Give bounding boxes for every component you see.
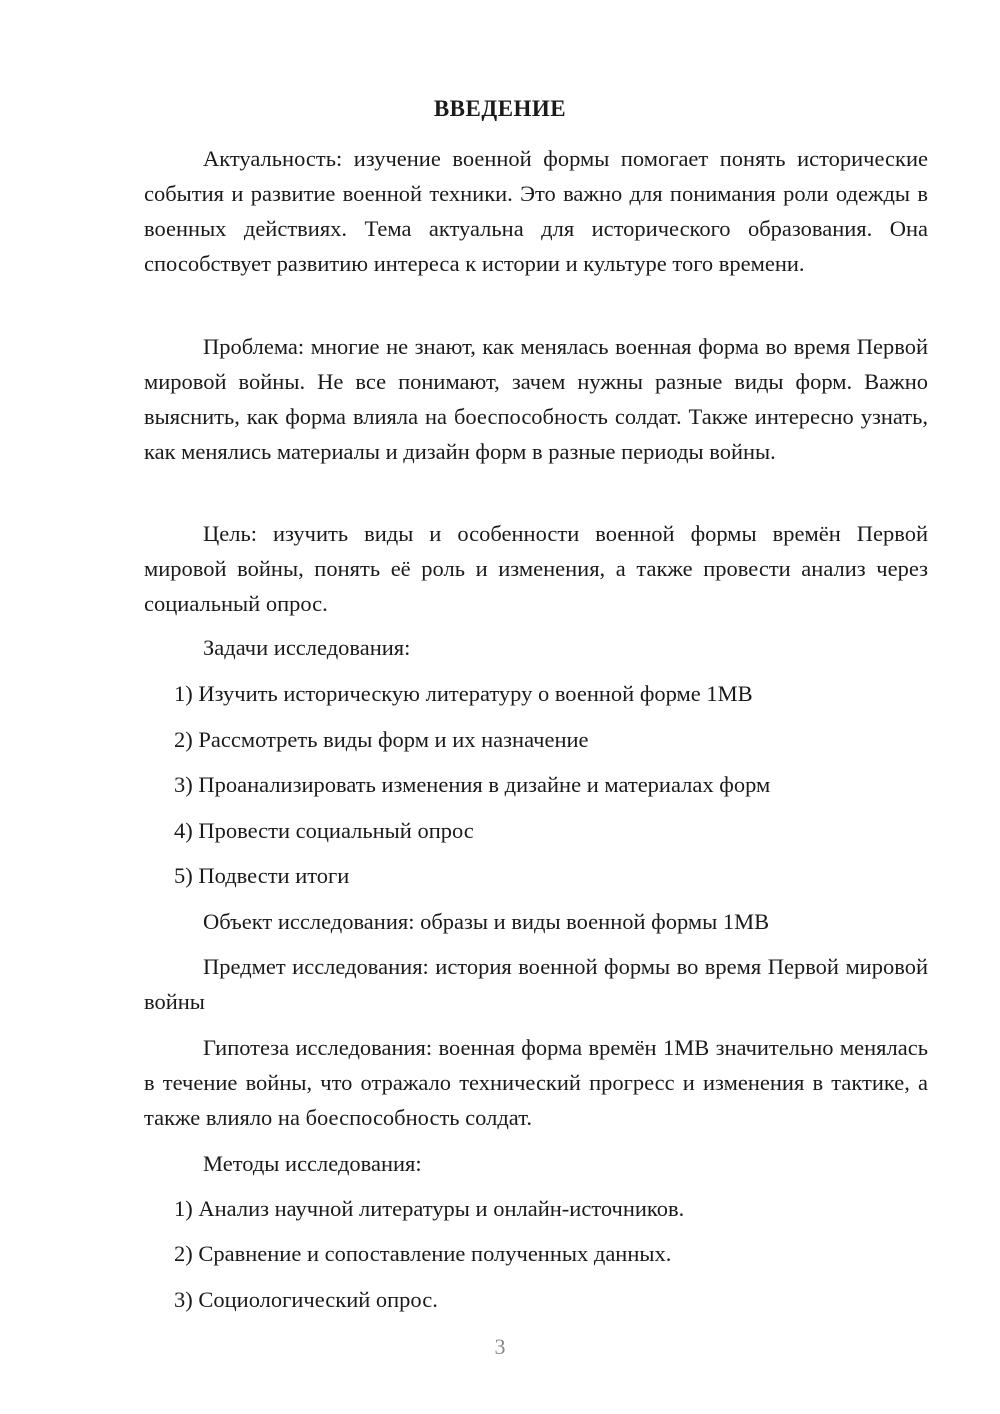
method-item: 3) Социологический опрос. [174,1287,438,1312]
object-paragraph: Объект исследования: образы и виды военной формы 1МВ [203,909,770,934]
tasks-title: Задачи исследования: [203,635,411,660]
subject-paragraph: Предмет исследования: история военной формы во время Первой мировой войны [144,954,928,1014]
method-item: 1) Анализ научной литературы и онлайн-источников. [174,1196,685,1221]
task-item: 3) Проанализировать изменения в дизайне и материалах форм [174,772,771,797]
goal-paragraph: Цель: изучить виды и особенности военной формы времён Первой мировой войны, понять её роль и изменения, а также провести анализ через социальный опрос. [144,521,928,616]
relevance-paragraph: Актуальность: изучение военной формы помогает понять исторические события и развитие военной техники. Это важно для понимания роли одежды в военных действиях. Тема актуальна для исторического образования. Она способствует развитию интереса к истории и культуре того времени. [144,146,928,276]
page-number: 3 [494,1334,506,1359]
task-item: 5) Подвести итоги [174,863,350,888]
task-item: 1) Изучить историческую литературу о военной форме 1МВ [174,681,753,706]
hypothesis-paragraph: Гипотеза исследования: военная форма времён 1МВ значительно менялась в течение войны, что отражало технический прогресс и изменения в тактике, а также влияло на боеспособность солдат. [144,1035,928,1130]
problem-paragraph: Проблема: многие не знают, как менялась военная форма во время Первой мировой войны. Не все понимают, зачем нужны разные виды форм. Важно выяснить, как форма влияла на боеспособность солдат. Также интересно узнать, как менялись материалы и дизайн форм в разные периоды войны. [144,334,928,464]
page-heading: ВВЕДЕНИЕ [433,96,567,121]
method-item: 2) Сравнение и сопоставление полученных данных. [174,1241,672,1266]
methods-title: Методы исследования: [203,1151,422,1176]
task-item: 4) Провести социальный опрос [174,818,474,843]
task-item: 2) Рассмотреть виды форм и их назначение [174,727,589,752]
